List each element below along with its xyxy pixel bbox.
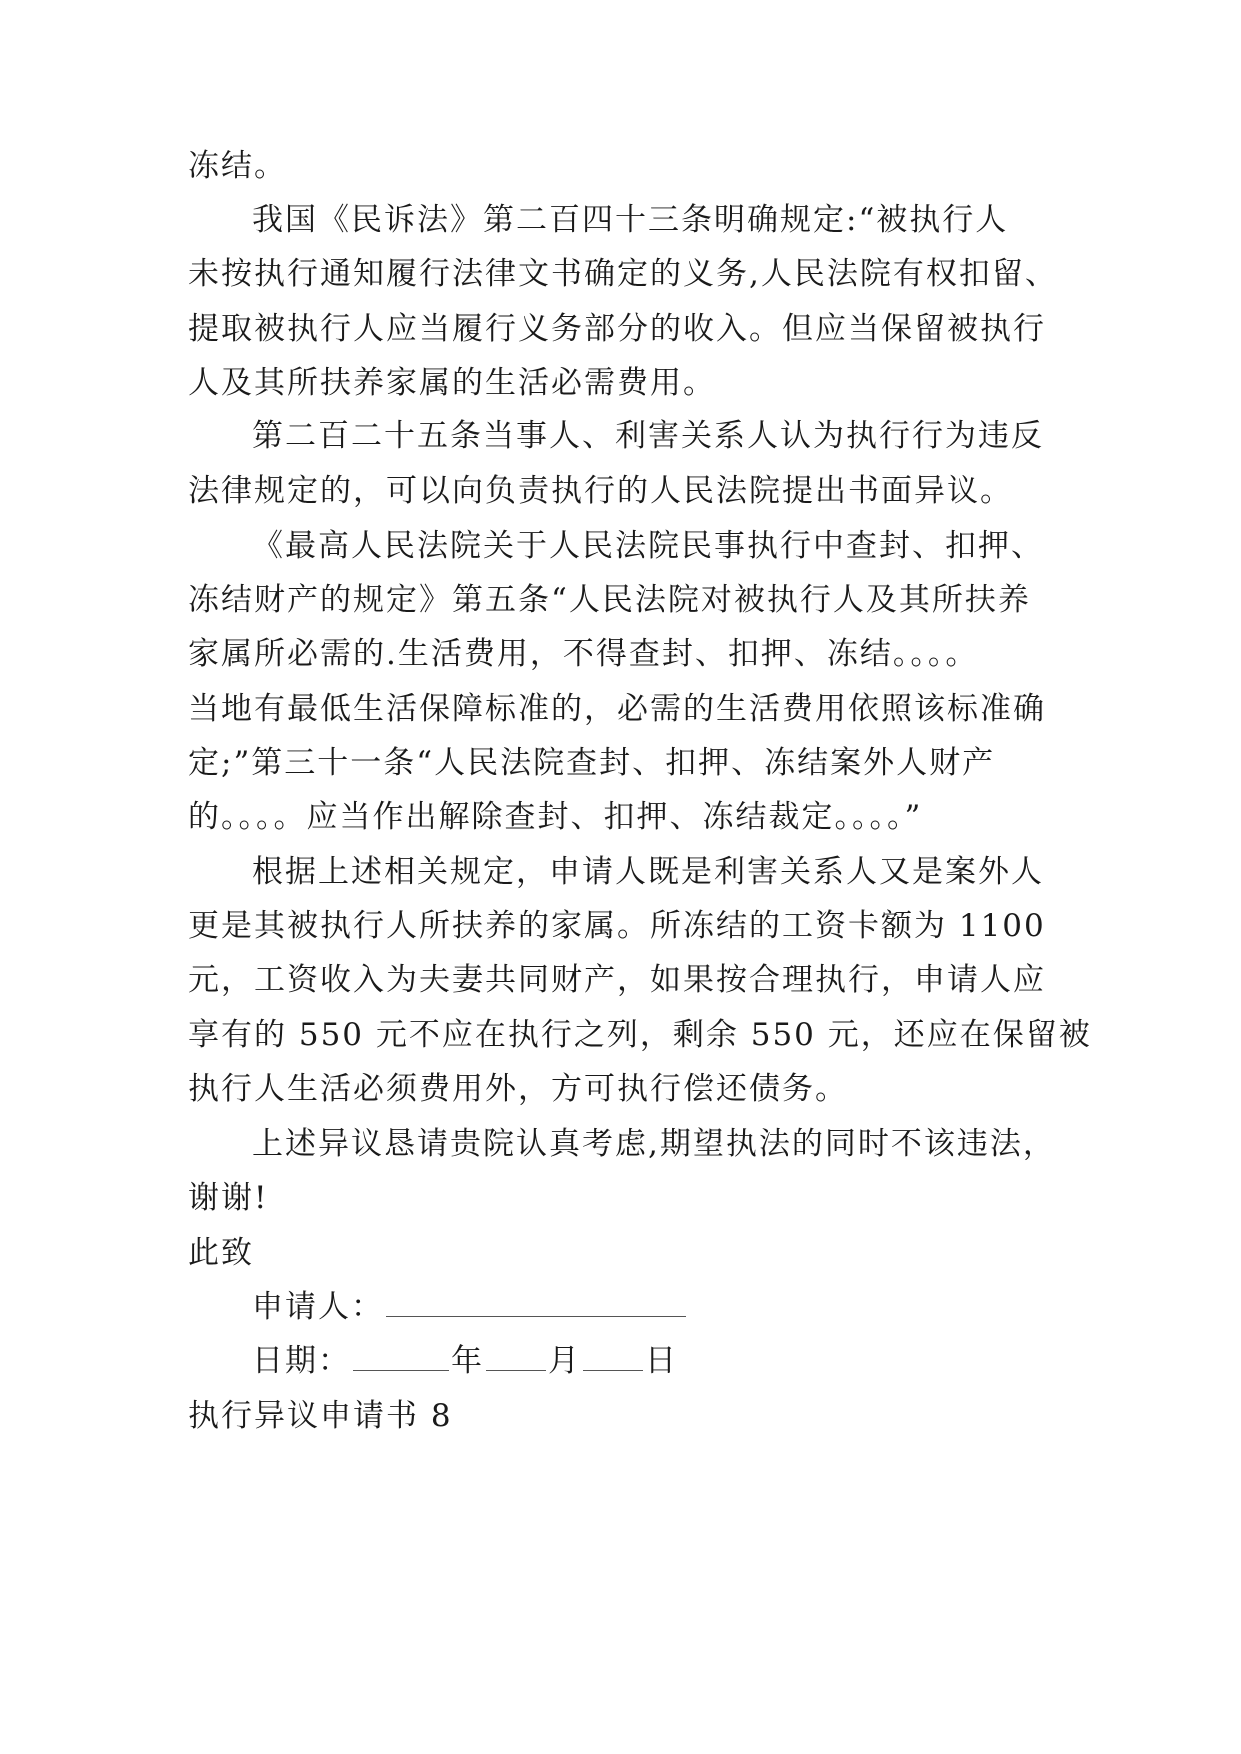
text-line: 冻结。 xyxy=(188,148,287,184)
applicant-signature-line xyxy=(252,1287,688,1327)
date-line xyxy=(252,1341,678,1381)
text-line: 元，工资收入为夫妻共同财产，如果按合理执行，申请人应 xyxy=(188,962,1046,998)
text-line: 上述异议恳请贵院认真考虑,期望执法的同时不该违法， xyxy=(252,1126,1056,1162)
text-line: 家属所必需的.生活费用，不得查封、扣押、冻结。。。。 xyxy=(188,636,979,672)
text-line: 提取被执行人应当履行义务部分的收入。但应当保留被执行 xyxy=(188,311,1046,347)
day-blank xyxy=(583,1344,643,1371)
text-line: 法律规定的，可以向负责执行的人民法院提出书面异议。 xyxy=(188,473,1013,509)
text-line: 享有的 550 元不应在执行之列，剩余 550 元，还应在保留被 xyxy=(188,1017,1092,1053)
text-line: 的。。。。应当作出解除查封、扣押、冻结裁定。。。。” xyxy=(188,799,923,835)
text-line: 此致 xyxy=(188,1235,254,1271)
text-line: 当地有最低生活保障标准的，必需的生活费用依照该标准确 xyxy=(188,691,1046,727)
text-line: 人及其所扶养家属的生活必需费用。 xyxy=(188,365,716,401)
text-line: 《最高人民法院关于人民法院民事执行中查封、扣押、 xyxy=(252,528,1044,564)
month-label: 月 xyxy=(548,1343,581,1379)
text-line: 更是其被执行人所扶养的家属。所冻结的工资卡额为 1100 xyxy=(188,908,1046,944)
date-label: 日期： xyxy=(252,1343,351,1379)
applicant-label: 申请人： xyxy=(252,1289,384,1325)
day-label: 日 xyxy=(645,1343,678,1379)
text-line: 未按执行通知履行法律文书确定的义务,人民法院有权扣留、 xyxy=(188,256,1058,292)
year-label: 年 xyxy=(451,1343,484,1379)
month-blank xyxy=(486,1344,546,1371)
text-line: 执行人生活必须费用外，方可执行偿还债务。 xyxy=(188,1071,848,1107)
text-line: 冻结财产的规定》第五条“人民法院对被执行人及其所扶养 xyxy=(188,582,1031,618)
year-blank xyxy=(353,1344,449,1371)
applicant-blank xyxy=(386,1290,686,1317)
text-line: 根据上述相关规定，申请人既是利害关系人又是案外人 xyxy=(252,854,1044,890)
text-line: 我国《民诉法》第二百四十三条明确规定:“被执行人 xyxy=(252,202,1009,238)
next-section-title: 执行异议申请书 8 xyxy=(188,1398,453,1434)
text-line: 第二百二十五条当事人、利害关系人认为执行行为违反 xyxy=(252,418,1044,454)
text-line: 谢谢! xyxy=(188,1180,269,1216)
text-line: 定;”第三十一条“人民法院查封、扣押、冻结案外人财产 xyxy=(188,745,996,781)
